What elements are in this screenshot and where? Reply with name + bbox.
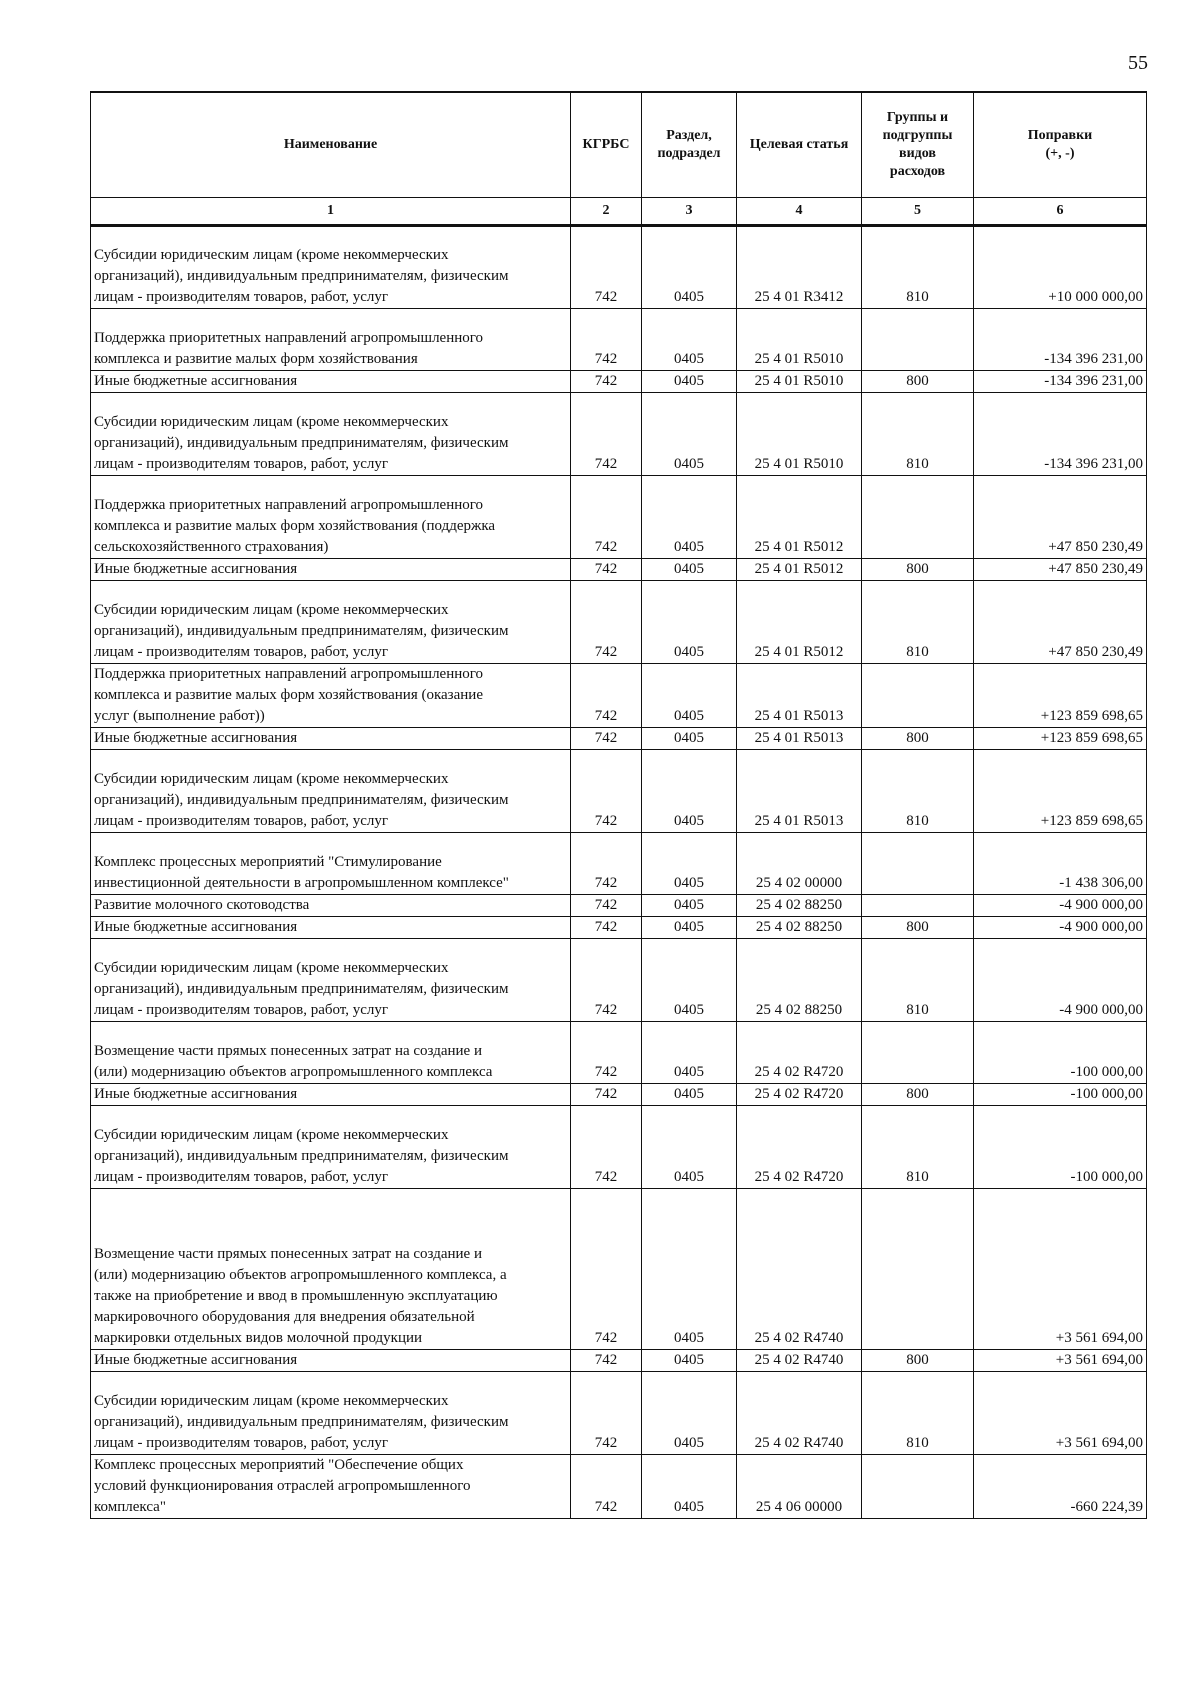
row-name-cell: Комплекс процессных мероприятий "Стимулирование инвестиционной деятельности в агропромышленном комплексе" — [91, 833, 571, 895]
row-kgrbs-cell: 742 — [571, 1106, 642, 1189]
budget-amendments-table — [90, 91, 1147, 1519]
row-name-cell: Субсидии юридическим лицам (кроме некоммерческих организаций), индивидуальным предпринимателям, физическим лицам - производителям товаров, работ, услуг — [91, 1372, 571, 1455]
table-row — [91, 1106, 1147, 1189]
row-name-cell: Поддержка приоритетных направлений агропромышленного комплекса и развитие малых форм хозяйствования — [91, 309, 571, 371]
row-name-cell: Поддержка приоритетных направлений агропромышленного комплекса и развитие малых форм хозяйствования (поддержка сельскохозяйственного страхования) — [91, 476, 571, 559]
header-name: Наименование — [91, 92, 571, 198]
row-expense-group-cell: 800 — [862, 559, 974, 581]
row-section-cell: 0405 — [642, 750, 737, 833]
row-amount-cell: -660 224,39 — [974, 1455, 1147, 1519]
header-row — [91, 92, 1147, 198]
row-section-cell: 0405 — [642, 1022, 737, 1084]
row-kgrbs-cell: 742 — [571, 1372, 642, 1455]
row-kgrbs-cell: 742 — [571, 581, 642, 664]
row-kgrbs-cell: 742 — [571, 728, 642, 750]
table-row — [91, 393, 1147, 476]
table-row — [91, 581, 1147, 664]
row-target-article-cell: 25 4 01 R5010 — [737, 309, 862, 371]
table-row — [91, 750, 1147, 833]
row-section-cell: 0405 — [642, 1455, 737, 1519]
row-name-cell: Иные бюджетные ассигнования — [91, 1350, 571, 1372]
header-number: 5 — [862, 198, 974, 226]
row-target-article-cell: 25 4 01 R3412 — [737, 226, 862, 309]
row-section-cell: 0405 — [642, 1106, 737, 1189]
row-section-cell: 0405 — [642, 559, 737, 581]
row-expense-group-cell: 800 — [862, 917, 974, 939]
row-target-article-cell: 25 4 02 R4720 — [737, 1022, 862, 1084]
row-expense-group-cell: 800 — [862, 1350, 974, 1372]
row-amount-cell: -100 000,00 — [974, 1022, 1147, 1084]
page-number: 55 — [1128, 52, 1148, 74]
row-section-cell: 0405 — [642, 371, 737, 393]
row-amount-cell: -4 900 000,00 — [974, 939, 1147, 1022]
row-expense-group-cell — [862, 1455, 974, 1519]
header-number: 2 — [571, 198, 642, 226]
table-row — [91, 1455, 1147, 1519]
table-row — [91, 664, 1147, 728]
row-expense-group-cell — [862, 309, 974, 371]
row-target-article-cell: 25 4 01 R5012 — [737, 559, 862, 581]
row-expense-group-cell: 810 — [862, 393, 974, 476]
row-target-article-cell: 25 4 01 R5012 — [737, 581, 862, 664]
row-expense-group-cell: 800 — [862, 371, 974, 393]
row-name-cell: Развитие молочного скотоводства — [91, 895, 571, 917]
row-kgrbs-cell: 742 — [571, 476, 642, 559]
row-section-cell: 0405 — [642, 917, 737, 939]
row-kgrbs-cell: 742 — [571, 1350, 642, 1372]
table-row — [91, 1189, 1147, 1350]
header-number: 1 — [91, 198, 571, 226]
header-number: 4 — [737, 198, 862, 226]
row-amount-cell: -134 396 231,00 — [974, 393, 1147, 476]
row-section-cell: 0405 — [642, 833, 737, 895]
row-kgrbs-cell: 742 — [571, 1189, 642, 1350]
row-section-cell: 0405 — [642, 895, 737, 917]
row-kgrbs-cell: 742 — [571, 393, 642, 476]
row-amount-cell: -100 000,00 — [974, 1084, 1147, 1106]
row-kgrbs-cell: 742 — [571, 939, 642, 1022]
row-amount-cell: +3 561 694,00 — [974, 1350, 1147, 1372]
row-name-cell: Возмещение части прямых понесенных затрат на создание и (или) модернизацию объектов агропромышленного комплекса, а также на приобретение и ввод в промышленную эксплуатацию маркировочного оборудования для внедрения обязательной маркировки отдельных видов молочной продукции — [91, 1189, 571, 1350]
row-kgrbs-cell: 742 — [571, 833, 642, 895]
header-amendments: Поправки (+, -) — [974, 92, 1147, 198]
row-target-article-cell: 25 4 02 88250 — [737, 917, 862, 939]
row-expense-group-cell: 810 — [862, 226, 974, 309]
row-expense-group-cell — [862, 1189, 974, 1350]
header-expense-groups: Группы и подгруппы видов расходов — [862, 92, 974, 198]
table-row — [91, 917, 1147, 939]
row-expense-group-cell — [862, 1022, 974, 1084]
table-body — [91, 226, 1147, 1519]
table-row — [91, 895, 1147, 917]
row-name-cell: Иные бюджетные ассигнования — [91, 917, 571, 939]
row-target-article-cell: 25 4 01 R5013 — [737, 728, 862, 750]
row-kgrbs-cell: 742 — [571, 750, 642, 833]
row-section-cell: 0405 — [642, 1189, 737, 1350]
header-kgrbs: КГРБС — [571, 92, 642, 198]
row-section-cell: 0405 — [642, 1372, 737, 1455]
row-section-cell: 0405 — [642, 1084, 737, 1106]
table-header — [91, 92, 1147, 226]
table-row — [91, 309, 1147, 371]
row-target-article-cell: 25 4 01 R5013 — [737, 750, 862, 833]
row-target-article-cell: 25 4 06 00000 — [737, 1455, 862, 1519]
table-row — [91, 728, 1147, 750]
row-section-cell: 0405 — [642, 309, 737, 371]
row-expense-group-cell — [862, 664, 974, 728]
row-amount-cell: -4 900 000,00 — [974, 917, 1147, 939]
row-expense-group-cell — [862, 895, 974, 917]
row-name-cell: Иные бюджетные ассигнования — [91, 559, 571, 581]
table-row — [91, 1022, 1147, 1084]
row-section-cell: 0405 — [642, 664, 737, 728]
row-amount-cell: +47 850 230,49 — [974, 581, 1147, 664]
header-numbers-row — [91, 198, 1147, 226]
header-section: Раздел, подраздел — [642, 92, 737, 198]
table-row — [91, 476, 1147, 559]
row-expense-group-cell — [862, 476, 974, 559]
table-row — [91, 833, 1147, 895]
row-name-cell: Поддержка приоритетных направлений агропромышленного комплекса и развитие малых форм хозяйствования (оказание услуг (выполнение работ)) — [91, 664, 571, 728]
row-name-cell: Субсидии юридическим лицам (кроме некоммерческих организаций), индивидуальным предпринимателям, физическим лицам - производителям товаров, работ, услуг — [91, 750, 571, 833]
row-amount-cell: -134 396 231,00 — [974, 309, 1147, 371]
row-target-article-cell: 25 4 02 R4740 — [737, 1350, 862, 1372]
row-expense-group-cell: 810 — [862, 750, 974, 833]
row-amount-cell: +47 850 230,49 — [974, 559, 1147, 581]
row-section-cell: 0405 — [642, 1350, 737, 1372]
row-kgrbs-cell: 742 — [571, 1022, 642, 1084]
table-row — [91, 1084, 1147, 1106]
row-name-cell: Субсидии юридическим лицам (кроме некоммерческих организаций), индивидуальным предпринимателям, физическим лицам - производителям товаров, работ, услуг — [91, 393, 571, 476]
row-expense-group-cell: 800 — [862, 1084, 974, 1106]
row-section-cell: 0405 — [642, 393, 737, 476]
row-section-cell: 0405 — [642, 728, 737, 750]
header-number: 6 — [974, 198, 1147, 226]
row-target-article-cell: 25 4 02 R4720 — [737, 1106, 862, 1189]
row-amount-cell: -4 900 000,00 — [974, 895, 1147, 917]
row-name-cell: Возмещение части прямых понесенных затрат на создание и (или) модернизацию объектов агропромышленного комплекса — [91, 1022, 571, 1084]
header-target-article: Целевая статья — [737, 92, 862, 198]
row-kgrbs-cell: 742 — [571, 309, 642, 371]
row-section-cell: 0405 — [642, 226, 737, 309]
row-name-cell: Иные бюджетные ассигнования — [91, 1084, 571, 1106]
row-name-cell: Субсидии юридическим лицам (кроме некоммерческих организаций), индивидуальным предпринимателям, физическим лицам - производителям товаров, работ, услуг — [91, 939, 571, 1022]
row-amount-cell: +123 859 698,65 — [974, 750, 1147, 833]
row-kgrbs-cell: 742 — [571, 664, 642, 728]
table-row — [91, 559, 1147, 581]
row-target-article-cell: 25 4 02 R4740 — [737, 1372, 862, 1455]
row-target-article-cell: 25 4 02 00000 — [737, 833, 862, 895]
row-kgrbs-cell: 742 — [571, 917, 642, 939]
row-kgrbs-cell: 742 — [571, 559, 642, 581]
row-amount-cell: +47 850 230,49 — [974, 476, 1147, 559]
row-name-cell: Субсидии юридическим лицам (кроме некоммерческих организаций), индивидуальным предпринимателям, физическим лицам - производителям товаров, работ, услуг — [91, 581, 571, 664]
row-target-article-cell: 25 4 01 R5010 — [737, 371, 862, 393]
row-kgrbs-cell: 742 — [571, 226, 642, 309]
row-amount-cell: +123 859 698,65 — [974, 664, 1147, 728]
row-target-article-cell: 25 4 02 R4720 — [737, 1084, 862, 1106]
table-row — [91, 1350, 1147, 1372]
row-expense-group-cell: 810 — [862, 1106, 974, 1189]
row-amount-cell: -1 438 306,00 — [974, 833, 1147, 895]
row-kgrbs-cell: 742 — [571, 1084, 642, 1106]
row-target-article-cell: 25 4 02 88250 — [737, 939, 862, 1022]
table-row — [91, 1372, 1147, 1455]
row-name-cell: Субсидии юридическим лицам (кроме некоммерческих организаций), индивидуальным предпринимателям, физическим лицам - производителям товаров, работ, услуг — [91, 1106, 571, 1189]
row-section-cell: 0405 — [642, 476, 737, 559]
row-amount-cell: +10 000 000,00 — [974, 226, 1147, 309]
row-expense-group-cell: 800 — [862, 728, 974, 750]
row-amount-cell: +3 561 694,00 — [974, 1189, 1147, 1350]
row-target-article-cell: 25 4 01 R5010 — [737, 393, 862, 476]
row-name-cell: Иные бюджетные ассигнования — [91, 728, 571, 750]
row-name-cell: Комплекс процессных мероприятий "Обеспечение общих условий функционирования отраслей агропромышленного комплекса" — [91, 1455, 571, 1519]
row-target-article-cell: 25 4 02 88250 — [737, 895, 862, 917]
row-name-cell: Субсидии юридическим лицам (кроме некоммерческих организаций), индивидуальным предпринимателям, физическим лицам - производителям товаров, работ, услуг — [91, 226, 571, 309]
row-expense-group-cell — [862, 833, 974, 895]
row-section-cell: 0405 — [642, 939, 737, 1022]
row-amount-cell: +123 859 698,65 — [974, 728, 1147, 750]
row-target-article-cell: 25 4 01 R5013 — [737, 664, 862, 728]
table-row — [91, 371, 1147, 393]
row-expense-group-cell: 810 — [862, 1372, 974, 1455]
header-number: 3 — [642, 198, 737, 226]
row-kgrbs-cell: 742 — [571, 895, 642, 917]
row-amount-cell: +3 561 694,00 — [974, 1372, 1147, 1455]
row-name-cell: Иные бюджетные ассигнования — [91, 371, 571, 393]
row-expense-group-cell: 810 — [862, 939, 974, 1022]
table-row — [91, 939, 1147, 1022]
row-expense-group-cell: 810 — [862, 581, 974, 664]
table-row — [91, 226, 1147, 309]
row-section-cell: 0405 — [642, 581, 737, 664]
row-target-article-cell: 25 4 02 R4740 — [737, 1189, 862, 1350]
row-kgrbs-cell: 742 — [571, 1455, 642, 1519]
row-target-article-cell: 25 4 01 R5012 — [737, 476, 862, 559]
row-amount-cell: -100 000,00 — [974, 1106, 1147, 1189]
row-kgrbs-cell: 742 — [571, 371, 642, 393]
row-amount-cell: -134 396 231,00 — [974, 371, 1147, 393]
